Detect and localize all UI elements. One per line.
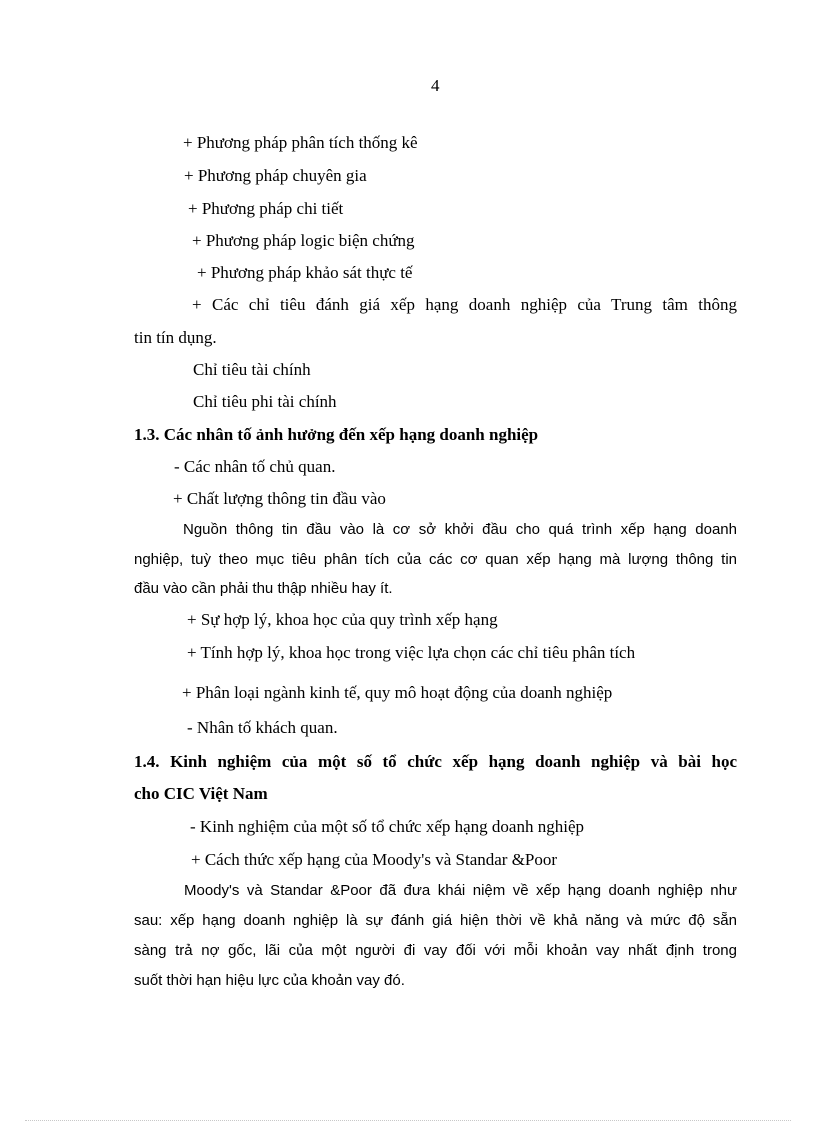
section-heading-1-3: 1.3. Các nhân tố ảnh hưởng đến xếp hạng doanh nghiệp (134, 425, 539, 444)
paragraph-line: suốt thời hạn hiệu lực của khoản vay đó. (134, 972, 405, 989)
section-heading-1-4: 1.4. Kinh nghiệm của một số tổ chức xếp hạng doanh nghiệp và bài học (134, 752, 737, 771)
paragraph-line: sau: xếp hạng doanh nghiệp là sự đánh giá hiện thời về khả năng và mức độ sẵn (134, 912, 737, 929)
subjective-factors: - Các nhân tố chủ quan. (174, 457, 336, 476)
input-quality-item: + Chất lượng thông tin đầu vào (173, 489, 386, 508)
experience-item: - Kinh nghiệm của một số tổ chức xếp hạng doanh nghiệp (190, 817, 584, 836)
method-item: + Phương pháp phân tích thống kê (183, 133, 418, 152)
method-item: + Phương pháp khảo sát thực tế (197, 263, 413, 282)
method-item: + Phương pháp chuyên gia (184, 166, 367, 185)
criteria-item: Chỉ tiêu phi tài chính (193, 392, 337, 411)
selection-item: + Tính hợp lý, khoa học trong việc lựa chọn các chỉ tiêu phân tích (187, 643, 636, 662)
paragraph-line: nghiệp, tuỳ theo mục tiêu phân tích của các cơ quan xếp hạng mà lượng thông tin (134, 551, 737, 568)
classification-item: + Phân loại ngành kinh tế, quy mô hoạt động của doanh nghiệp (182, 683, 613, 702)
paragraph-line: Nguồn thông tin đầu vào là cơ sở khởi đầu cho quá trình xếp hạng doanh (183, 521, 737, 538)
criteria-intro-line: tin tín dụng. (134, 328, 217, 347)
paragraph-line: Moody's và Standar &Poor đã đưa khái niệm về xếp hạng doanh nghiệp như (184, 882, 737, 899)
paragraph-line: đầu vào cần phải thu thập nhiều hay ít. (134, 580, 393, 597)
section-heading-1-4: cho CIC Việt Nam (134, 784, 268, 803)
criteria-item: Chỉ tiêu tài chính (193, 360, 311, 379)
criteria-intro-line: + Các chỉ tiêu đánh giá xếp hạng doanh nghiệp của Trung tâm thông (192, 295, 737, 314)
method-item: + Phương pháp chi tiết (188, 199, 344, 218)
paragraph-line: sàng trả nợ gốc, lãi của một người đi vay đối với mỗi khoản vay nhất định trong (134, 942, 737, 959)
page-number: 4 (431, 76, 440, 95)
page-bottom-rule (25, 1120, 791, 1121)
objective-factors: - Nhân tố khách quan. (187, 718, 338, 737)
method-item: + Phương pháp logic biện chứng (192, 231, 415, 250)
method-item: + Cách thức xếp hạng của Moody's và Standar &Poor (191, 850, 558, 869)
process-item: + Sự hợp lý, khoa học của quy trình xếp hạng (187, 610, 498, 629)
